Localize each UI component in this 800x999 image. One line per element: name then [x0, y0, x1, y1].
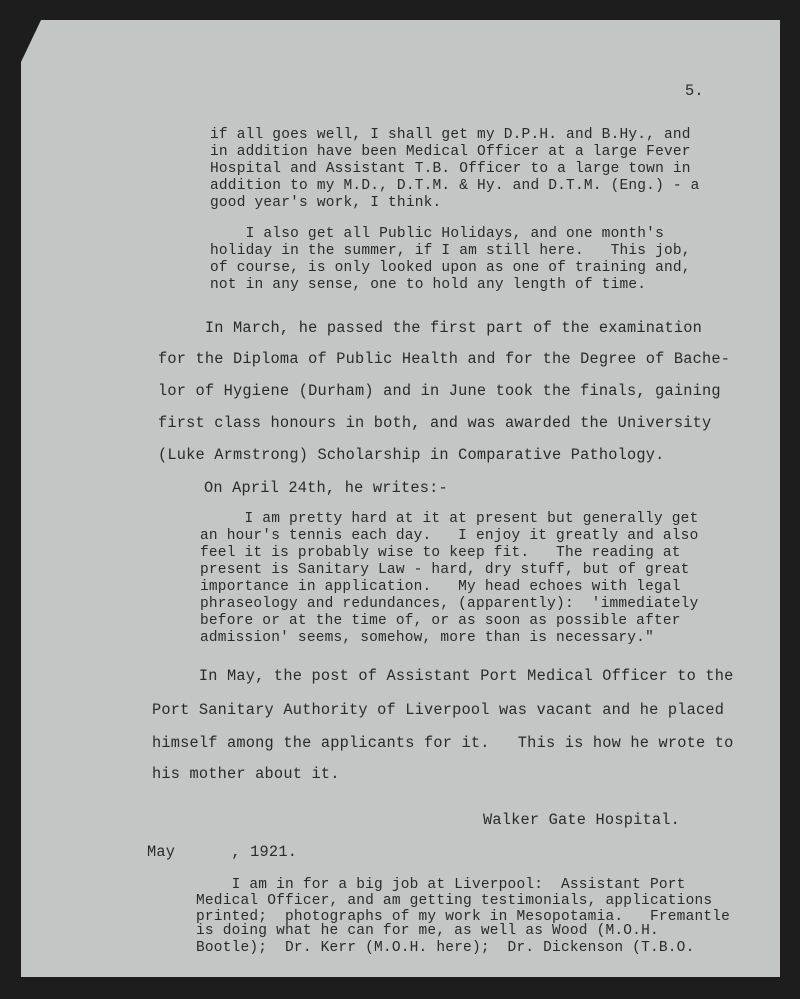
quote3-line-8: admission' seems, somehow, more than is necessary." — [200, 630, 654, 646]
quote3-line-5: importance in application. My head echoes with legal — [200, 579, 681, 595]
narrative2-line-3: himself among the applicants for it. This is how he wrote to — [152, 734, 734, 752]
quote4-line-3: printed; photographs of my work in Mesopotamia. Fremantle — [196, 909, 731, 925]
quote2-line-2: holiday in the summer, if I am still here. This job, — [210, 243, 691, 259]
narrative1-line-4: first class honours in both, and was awarded the University — [158, 414, 712, 432]
quote1-line-4: addition to my M.D., D.T.M. & Hy. and D.T.M. (Eng.) - a — [210, 178, 700, 194]
narrative1-line-1: In March, he passed the first part of the examination — [158, 319, 703, 337]
april-intro: On April 24th, he writes:- — [204, 479, 448, 497]
quote1-line-2: in addition have been Medical Officer at a large Fever — [210, 144, 691, 160]
quote4-line-2: Medical Officer, and am getting testimonials, applications — [196, 893, 713, 909]
quote1-line-3: Hospital and Assistant T.B. Officer to a large town in — [210, 161, 691, 177]
narrative1-line-2: for the Diploma of Public Health and for the Degree of Bache- — [158, 350, 731, 368]
narrative2-line-4: his mother about it. — [152, 765, 340, 783]
quote3-line-4: present is Sanitary Law - hard, dry stuff, but of great — [200, 562, 690, 578]
narrative1-line-5: (Luke Armstrong) Scholarship in Comparative Pathology. — [158, 446, 665, 464]
quote3-line-1: I am pretty hard at it at present but generally get — [200, 511, 699, 527]
letter-date: May , 1921. — [147, 843, 298, 861]
quote4-line-5: Bootle); Dr. Kerr (M.O.H. here); Dr. Dickenson (T.B.O. — [196, 940, 695, 956]
quote4-line-4: is doing what he can for me, as well as Wood (M.O.H. — [196, 923, 659, 939]
folded-corner — [21, 20, 41, 62]
quote3-line-6: phraseology and redundances, (apparently): 'immediately — [200, 596, 699, 612]
page-number: 5. — [685, 82, 704, 100]
narrative1-line-3: lor of Hygiene (Durham) and in June took the finals, gaining — [158, 382, 721, 400]
narrative2-line-2: Port Sanitary Authority of Liverpool was vacant and he placed — [152, 701, 725, 719]
quote3-line-7: before or at the time of, or as soon as possible after — [200, 613, 681, 629]
narrative2-line-1: In May, the post of Assistant Port Medical Officer to the — [152, 667, 734, 685]
document-page — [21, 20, 780, 977]
quote1-line-1: if all goes well, I shall get my D.P.H. and B.Hy., and — [210, 127, 691, 143]
quote2-line-3: of course, is only looked upon as one of training and, — [210, 260, 691, 276]
quote1-line-5: good year's work, I think. — [210, 195, 442, 211]
quote2-line-1: I also get all Public Holidays, and one month's — [210, 226, 664, 242]
quote4-line-1: I am in for a big job at Liverpool: Assistant Port — [196, 877, 686, 893]
letter-address: Walker Gate Hospital. — [483, 811, 680, 829]
quote3-line-3: feel it is probably wise to keep fit. The reading at — [200, 545, 681, 561]
quote3-line-2: an hour's tennis each day. I enjoy it greatly and also — [200, 528, 699, 544]
quote2-line-4: not in any sense, one to hold any length of time. — [210, 277, 647, 293]
